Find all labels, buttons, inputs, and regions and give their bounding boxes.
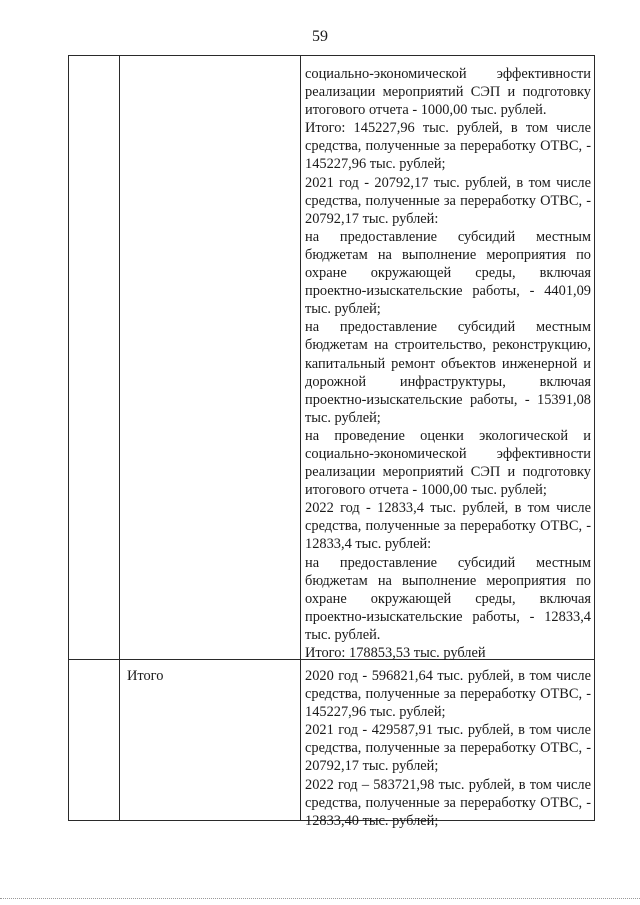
row2-funding-cell bbox=[305, 667, 591, 830]
row2-label: Итого bbox=[127, 668, 164, 684]
row2-paragraph: 2022 год – 583721,98 тыс. рублей, в том числе средства, полученные за переработку ОТВС, - 12833,40 тыс. рублей; bbox=[305, 776, 591, 829]
row1-paragraph: Итого: 145227,96 тыс. рублей, в том числе средства, полученные за переработку ОТВС, - 145227,96 тыс. рублей; bbox=[305, 120, 591, 173]
row1-paragraph: социально-экономической эффективности реализации мероприятий СЭП и подготовку итогового отчета - 1000,00 тыс. рублей. bbox=[305, 66, 591, 119]
column-divider-1 bbox=[119, 56, 120, 820]
row1-funding-cell bbox=[305, 65, 591, 662]
funding-table bbox=[68, 55, 595, 829]
row2-paragraph: 2021 год - 429587,91 тыс. рублей, в том числе средства, полученные за переработку ОТВС, - 20792,17 тыс. рублей; bbox=[305, 722, 591, 775]
row1-paragraph: 2022 год - 12833,4 тыс. рублей, в том числе средства, полученные за переработку ОТВС, - 12833,4 тыс. рублей: bbox=[305, 500, 591, 553]
row1-paragraph: на предоставление субсидий местным бюджетам на выполнение мероприятия по охране окружающей среды, включая проектно-изыскательские работы, - 4401,09 тыс. рублей; bbox=[305, 228, 591, 318]
row2-paragraph: 2020 год - 596821,64 тыс. рублей, в том числе средства, полученные за переработку ОТВС, - 145227,96 тыс. рублей; bbox=[305, 668, 591, 721]
footer-divider bbox=[0, 898, 640, 899]
column-divider-2 bbox=[300, 56, 301, 820]
row1-paragraph: Итого: 178853,53 тыс. рублей bbox=[305, 645, 486, 661]
row1-paragraph: на предоставление субсидий местным бюджетам на строительство, реконструкцию, капитальный ремонт объектов инженерной и дорожной инфраструктуры, включая проектно-изыскательские работы, - 15391,08 тыс. рублей; bbox=[305, 319, 591, 426]
row1-paragraph: 2021 год - 20792,17 тыс. рублей, в том числе средства, полученные за переработку ОТВС, - 20792,17 тыс. рублей: bbox=[305, 174, 591, 227]
row1-paragraph: на предоставление субсидий местным бюджетам на выполнение мероприятия по охране окружающей среды, включая проектно-изыскательские работы, - 12833,4 тыс. рублей. bbox=[305, 554, 591, 643]
row1-paragraph: на проведение оценки экологической и социально-экономической эффективности реализации мероприятий СЭП и подготовку итогового отчета - 1000,00 тыс. рублей; bbox=[305, 427, 591, 499]
page-number: 59 bbox=[312, 28, 328, 45]
